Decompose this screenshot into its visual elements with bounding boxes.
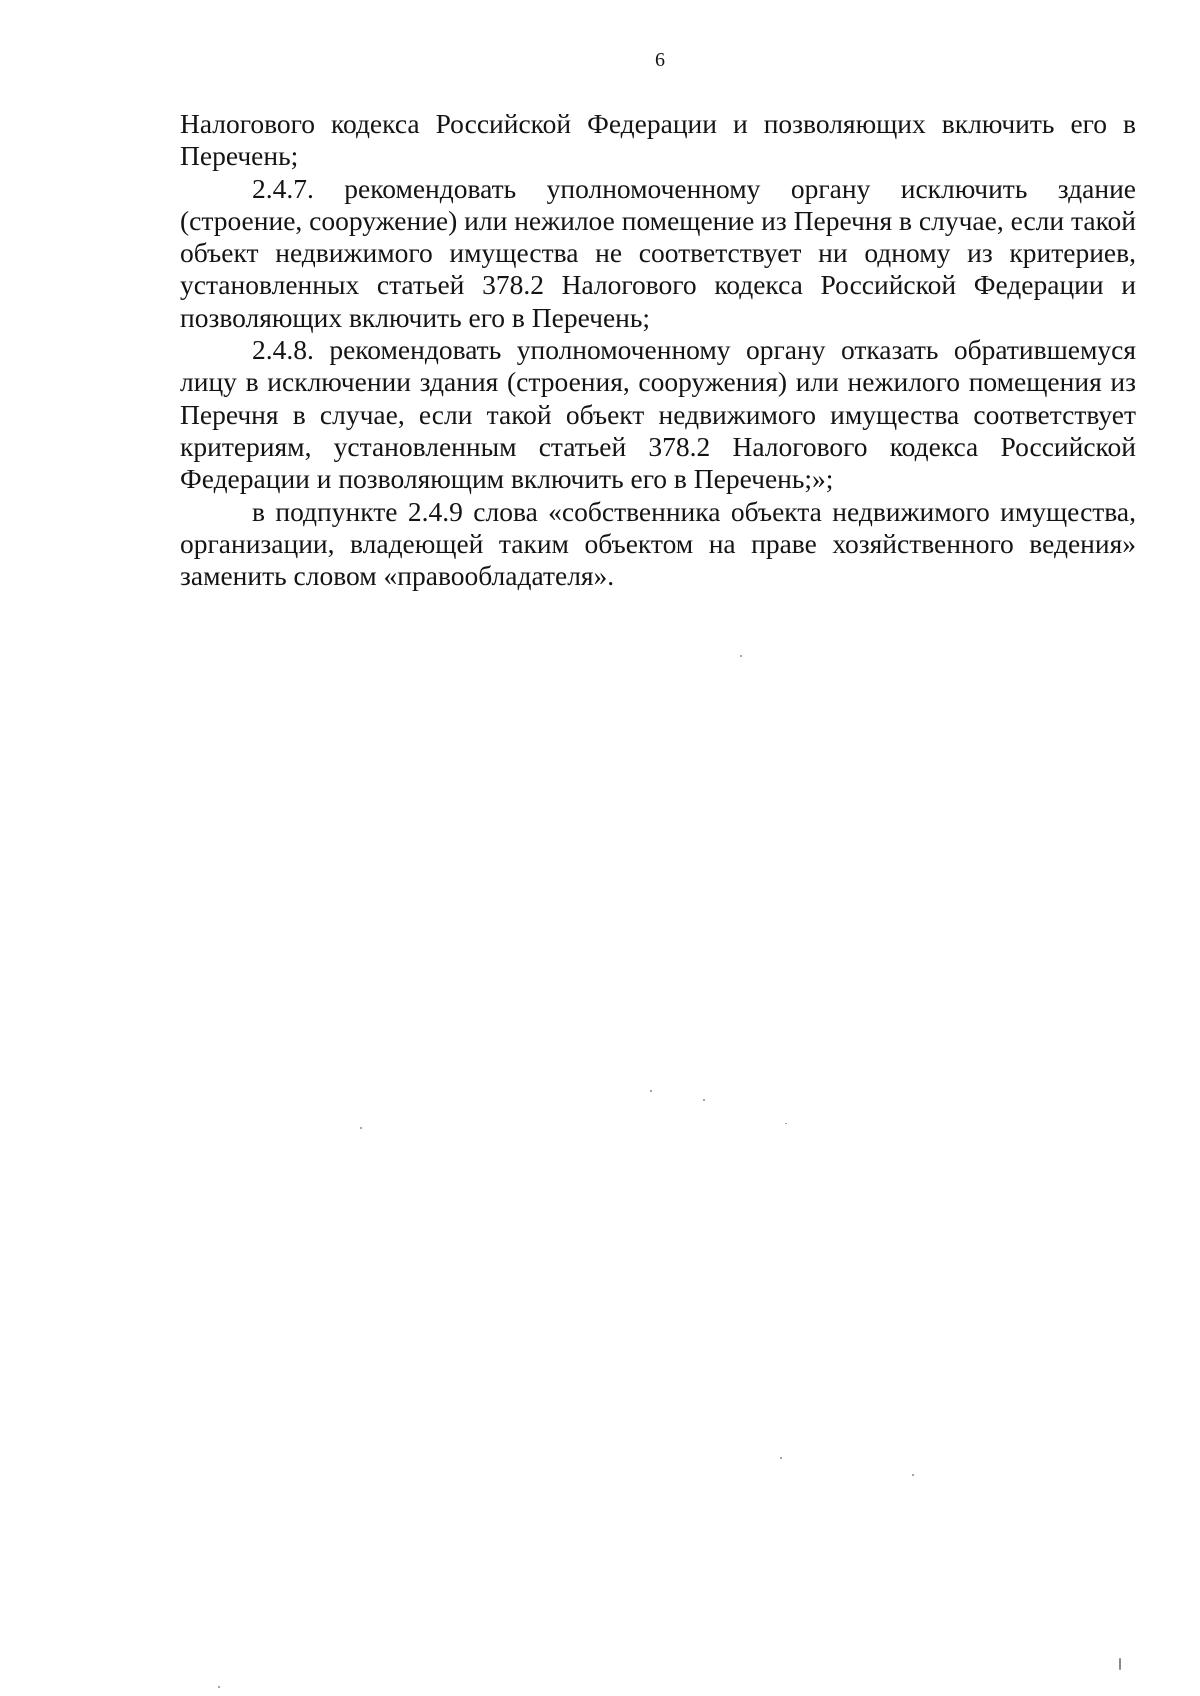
scan-speck bbox=[740, 655, 742, 657]
paragraph-item-2-4-8: 2.4.8. рекомендовать уполномоченному органу отказать обратившемуся лицу в исключении здания (строения, сооружения) или нежилого помещения из Перечня в случае, если такой объект недвижимого имущества соответствует критериям, установленным статьей 378.2 Налогового кодекса Российской Федерации и позволяющим включить его в Перечень;»; bbox=[180, 334, 1136, 495]
scan-speck bbox=[785, 1123, 787, 1124]
page-number: 6 bbox=[655, 49, 665, 71]
scan-speck bbox=[780, 1457, 782, 1459]
scan-speck bbox=[650, 1090, 652, 1092]
scan-speck bbox=[360, 1127, 362, 1129]
scan-speck bbox=[912, 1474, 914, 1476]
scan-speck bbox=[218, 1686, 220, 1688]
scan-speck bbox=[703, 1099, 705, 1101]
paragraph-item-2-4-7: 2.4.7. рекомендовать уполномоченному органу исключить здание (строение, сооружение) или нежилое помещение из Перечня в случае, если такой объект недвижимого имущества не соответствует ни одному из критериев, установленных статьей 378.2 Налогового кодекса Российской Федерации и позволяющих включить его в Перечень; bbox=[180, 172, 1136, 333]
document-body bbox=[180, 108, 1136, 592]
paragraph-subitem-2-4-9: в подпункте 2.4.9 слова «собственника объекта недвижимого имущества, организации, владеющей таким объектом на праве хозяйственного ведения» заменить словом «правообладателя». bbox=[180, 495, 1136, 592]
paragraph-continuation: Налогового кодекса Российской Федерации и позволяющих включить его в Перечень; bbox=[180, 108, 1136, 172]
scan-speck bbox=[1119, 1658, 1121, 1670]
